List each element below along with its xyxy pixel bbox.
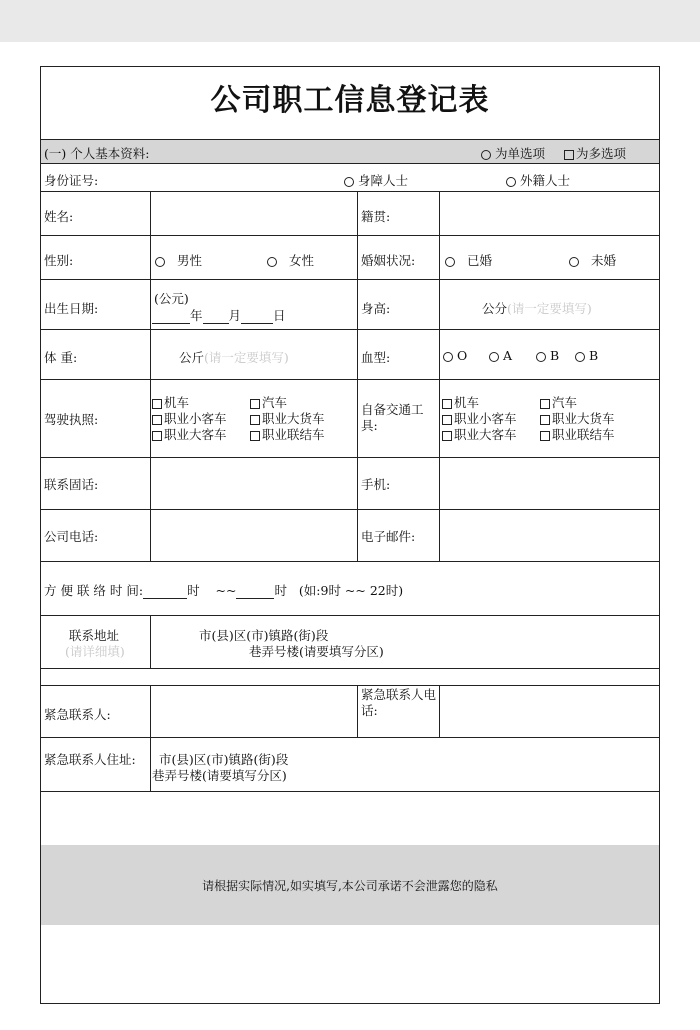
marital-married-option[interactable]: 已婚 xyxy=(445,251,492,269)
birth-era: (公元) xyxy=(154,291,189,306)
divider xyxy=(41,737,659,738)
checkbox-icon[interactable] xyxy=(250,399,260,409)
emergency-address-label: 紧急联系人住址: xyxy=(44,752,136,767)
email-label: 电子邮件: xyxy=(361,529,416,544)
license-option[interactable]: 职业联结车 xyxy=(250,427,325,442)
birth-date-field[interactable]: 年 月 日 xyxy=(152,306,286,324)
blood-label: 血型: xyxy=(361,350,391,365)
radio-icon[interactable] xyxy=(506,177,516,187)
section-label: (一) 个人基本资料: xyxy=(44,146,150,161)
divider xyxy=(41,235,659,236)
emergency-phone-label: 紧急联系人电 话: xyxy=(361,687,437,718)
divider xyxy=(41,279,659,280)
license-option[interactable]: 汽车 xyxy=(250,395,287,410)
vehicle-option[interactable]: 汽车 xyxy=(540,395,577,410)
checkbox-icon[interactable] xyxy=(540,415,550,425)
divider xyxy=(41,191,659,192)
divider xyxy=(439,685,440,737)
weight-label: 体 重: xyxy=(44,350,78,365)
marital-label: 婚姻状况: xyxy=(361,253,416,268)
marital-single-option[interactable]: 未婚 xyxy=(569,251,616,269)
radio-icon[interactable] xyxy=(489,352,499,362)
birth-label: 出生日期: xyxy=(44,301,99,316)
foreigner-option[interactable]: 外籍人士 xyxy=(506,171,570,189)
checkbox-icon[interactable] xyxy=(442,399,452,409)
radio-icon[interactable] xyxy=(569,257,579,267)
radio-icon[interactable] xyxy=(443,352,453,362)
name-label: 姓名: xyxy=(44,209,74,224)
vehicle-option[interactable]: 职业小客车 xyxy=(442,411,540,427)
checkbox-icon[interactable] xyxy=(152,431,162,441)
vehicle-options xyxy=(442,395,615,443)
contact-time-field[interactable]: 方 便 联 络 时 间: 时 ~~ 时 (如:9时 ~~ 22时) xyxy=(44,583,404,598)
vehicle-option[interactable]: 机车 xyxy=(442,395,540,411)
gender-label: 性别: xyxy=(44,253,74,268)
radio-icon[interactable] xyxy=(155,257,165,267)
divider xyxy=(41,668,659,669)
checkbox-icon[interactable] xyxy=(152,415,162,425)
vehicle-label: 自备交通工 具: xyxy=(361,402,424,433)
license-option[interactable]: 职业大客车 xyxy=(152,427,250,443)
divider xyxy=(41,329,659,330)
address-label: 联系地址 xyxy=(69,628,120,643)
company-phone-label: 公司电话: xyxy=(44,529,99,544)
blood-option[interactable]: O xyxy=(443,348,467,363)
license-label: 驾驶执照: xyxy=(44,412,99,427)
divider xyxy=(41,139,659,140)
emergency-contact-label: 紧急联系人: xyxy=(44,707,111,722)
form-title: 公司职工信息登记表 xyxy=(210,83,490,118)
divider xyxy=(357,191,358,561)
landline-label: 联系固话: xyxy=(44,477,99,492)
id-number-label: 身份证号: xyxy=(44,173,99,188)
height-field[interactable]: 公分(请一定要填写) xyxy=(482,301,592,316)
radio-icon[interactable] xyxy=(267,257,277,267)
radio-icon[interactable] xyxy=(445,257,455,267)
divider xyxy=(150,191,151,561)
divider xyxy=(439,191,440,561)
checkbox-icon[interactable] xyxy=(540,431,550,441)
disabled-option[interactable]: 身障人士 xyxy=(344,171,408,189)
blood-option[interactable]: B xyxy=(536,348,559,363)
emergency-address-line2[interactable]: 巷弄号楼(请要填写分区) xyxy=(152,768,287,783)
gender-male-option[interactable]: 男性 xyxy=(155,251,202,269)
divider xyxy=(41,615,659,616)
address-line2[interactable]: 巷弄号楼(请要填写分区) xyxy=(249,644,384,659)
checkbox-icon[interactable] xyxy=(540,399,550,409)
single-choice-legend: 为单选项 xyxy=(481,144,545,162)
mobile-label: 手机: xyxy=(361,477,391,492)
checkbox-icon xyxy=(564,150,574,160)
vehicle-option[interactable]: 职业联结车 xyxy=(540,427,615,442)
origin-label: 籍贯: xyxy=(361,209,391,224)
gender-female-option[interactable]: 女性 xyxy=(267,251,314,269)
blood-option[interactable]: A xyxy=(489,348,512,363)
divider xyxy=(150,685,151,737)
registration-form xyxy=(40,66,660,1004)
checkbox-icon[interactable] xyxy=(152,399,162,409)
license-options xyxy=(152,395,325,443)
address-hint: (请详细填) xyxy=(65,644,125,659)
divider xyxy=(150,615,151,668)
vehicle-option[interactable]: 职业大客车 xyxy=(442,427,540,443)
divider xyxy=(41,509,659,510)
radio-icon[interactable] xyxy=(344,177,354,187)
vehicle-option[interactable]: 职业大货车 xyxy=(540,411,615,426)
divider xyxy=(150,737,151,791)
license-option[interactable]: 职业小客车 xyxy=(152,411,250,427)
divider xyxy=(41,561,659,562)
divider xyxy=(41,457,659,458)
divider xyxy=(357,685,358,737)
multi-choice-legend: 为多选项 xyxy=(564,144,626,162)
weight-field[interactable]: 公斤(请一定要填写) xyxy=(179,350,289,365)
divider xyxy=(41,379,659,380)
checkbox-icon[interactable] xyxy=(442,415,452,425)
license-option[interactable]: 机车 xyxy=(152,395,250,411)
radio-icon xyxy=(481,150,491,160)
emergency-address-line1[interactable]: 市(县)区(市)镇路(街)段 xyxy=(159,752,289,767)
checkbox-icon[interactable] xyxy=(250,431,260,441)
top-bar xyxy=(0,0,700,42)
license-option[interactable]: 职业大货车 xyxy=(250,411,325,426)
radio-icon[interactable] xyxy=(575,352,585,362)
divider xyxy=(41,163,659,164)
address-line1[interactable]: 市(县)区(市)镇路(街)段 xyxy=(199,628,329,643)
divider xyxy=(41,685,659,686)
height-label: 身高: xyxy=(361,301,391,316)
checkbox-icon[interactable] xyxy=(250,415,260,425)
radio-icon[interactable] xyxy=(536,352,546,362)
privacy-notice: 请根据实际情况,如实填写,本公司承诺不会泄露您的隐私 xyxy=(202,879,498,893)
divider xyxy=(41,791,659,792)
checkbox-icon[interactable] xyxy=(442,431,452,441)
blood-option[interactable]: B xyxy=(575,348,598,363)
